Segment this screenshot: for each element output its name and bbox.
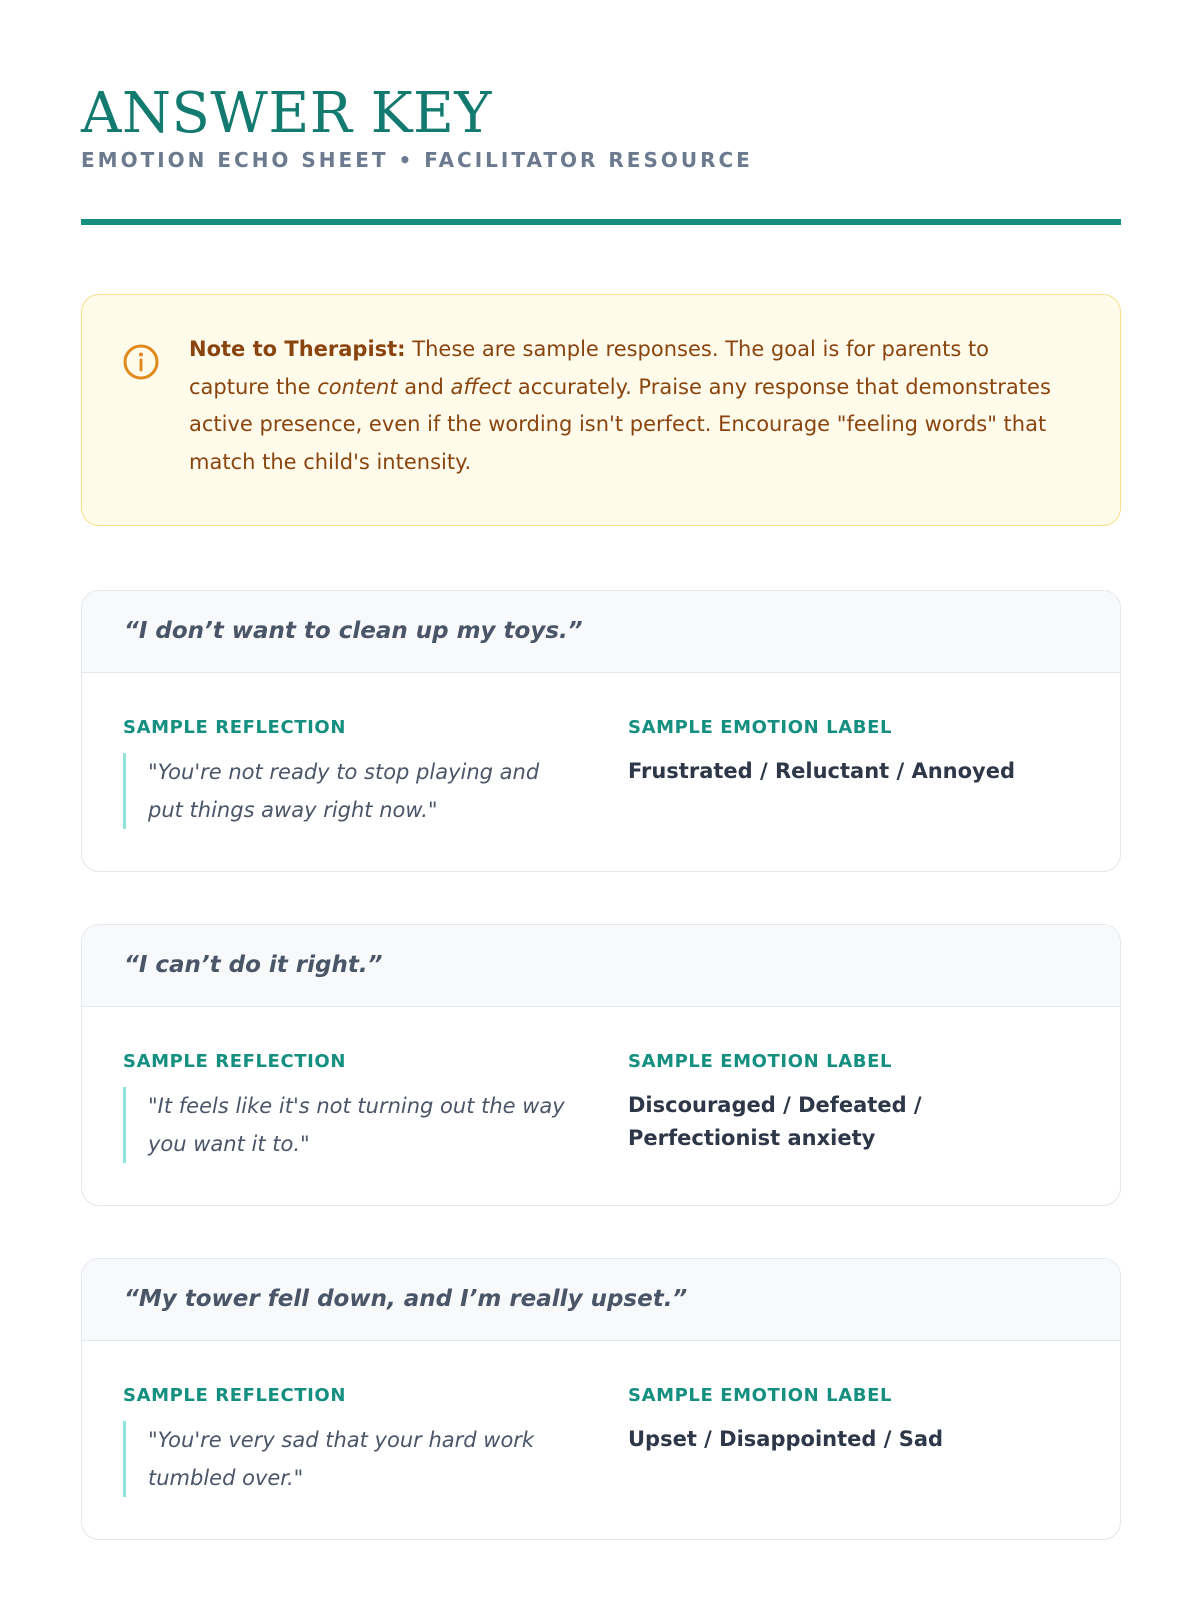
sample-emotion: Upset / Disappointed / Sad bbox=[628, 1427, 944, 1451]
reflection-column bbox=[123, 717, 573, 829]
sample-reflection: "You're very sad that your hard work tumbled over." bbox=[123, 1421, 573, 1497]
note-emphasis-affect: affect bbox=[450, 374, 512, 399]
scenario-card-1 bbox=[81, 590, 1121, 872]
reflection-column bbox=[123, 1385, 573, 1497]
page-title: ANSWER KEY bbox=[81, 81, 492, 146]
emotion-column bbox=[628, 1051, 1068, 1155]
info-icon bbox=[122, 343, 160, 381]
note-emphasis-content: content bbox=[317, 374, 398, 399]
header-divider bbox=[81, 219, 1121, 225]
reflection-label: SAMPLE REFLECTION bbox=[123, 1051, 347, 1072]
emotion-label-heading: SAMPLE EMOTION LABEL bbox=[628, 1051, 893, 1072]
emotion-label-heading: SAMPLE EMOTION LABEL bbox=[628, 717, 893, 738]
note-text-part-1: These are sample responses. The goal is for parents to capture the bbox=[189, 337, 990, 399]
sample-emotion: Frustrated / Reluctant / Annoyed bbox=[628, 759, 1016, 783]
therapist-note bbox=[81, 294, 1121, 526]
sample-reflection: "You're not ready to stop playing and put things away right now." bbox=[123, 753, 573, 829]
page-subtitle: EMOTION ECHO SHEET • FACILITATOR RESOURCE bbox=[81, 148, 753, 172]
child-quote: “My tower fell down, and I’m really upset.” bbox=[82, 1259, 1120, 1341]
emotion-column bbox=[628, 717, 1068, 788]
note-label: Note to Therapist: bbox=[189, 337, 406, 361]
scenario-card-2 bbox=[81, 924, 1121, 1206]
emotion-column bbox=[628, 1385, 1068, 1456]
reflection-column bbox=[123, 1051, 573, 1163]
child-quote: “I can’t do it right.” bbox=[82, 925, 1120, 1007]
note-text-part-3: accurately. Praise any response that demonstrates active presence, even if the wording isn't perfect. Encourage "feeling words" that match the child's intensity. bbox=[189, 374, 1051, 474]
reflection-label: SAMPLE REFLECTION bbox=[123, 1385, 347, 1406]
emotion-label-heading: SAMPLE EMOTION LABEL bbox=[628, 1385, 893, 1406]
reflection-label: SAMPLE REFLECTION bbox=[123, 717, 347, 738]
sample-reflection: "It feels like it's not turning out the way you want it to." bbox=[123, 1087, 573, 1163]
child-quote: “I don’t want to clean up my toys.” bbox=[82, 591, 1120, 673]
note-text bbox=[189, 331, 1069, 481]
sample-emotion: Discouraged / Defeated / Perfectionist anxiety bbox=[628, 1093, 922, 1150]
scenario-card-3 bbox=[81, 1258, 1121, 1540]
note-text-part-2: and bbox=[397, 374, 451, 399]
page-header bbox=[81, 82, 1121, 172]
